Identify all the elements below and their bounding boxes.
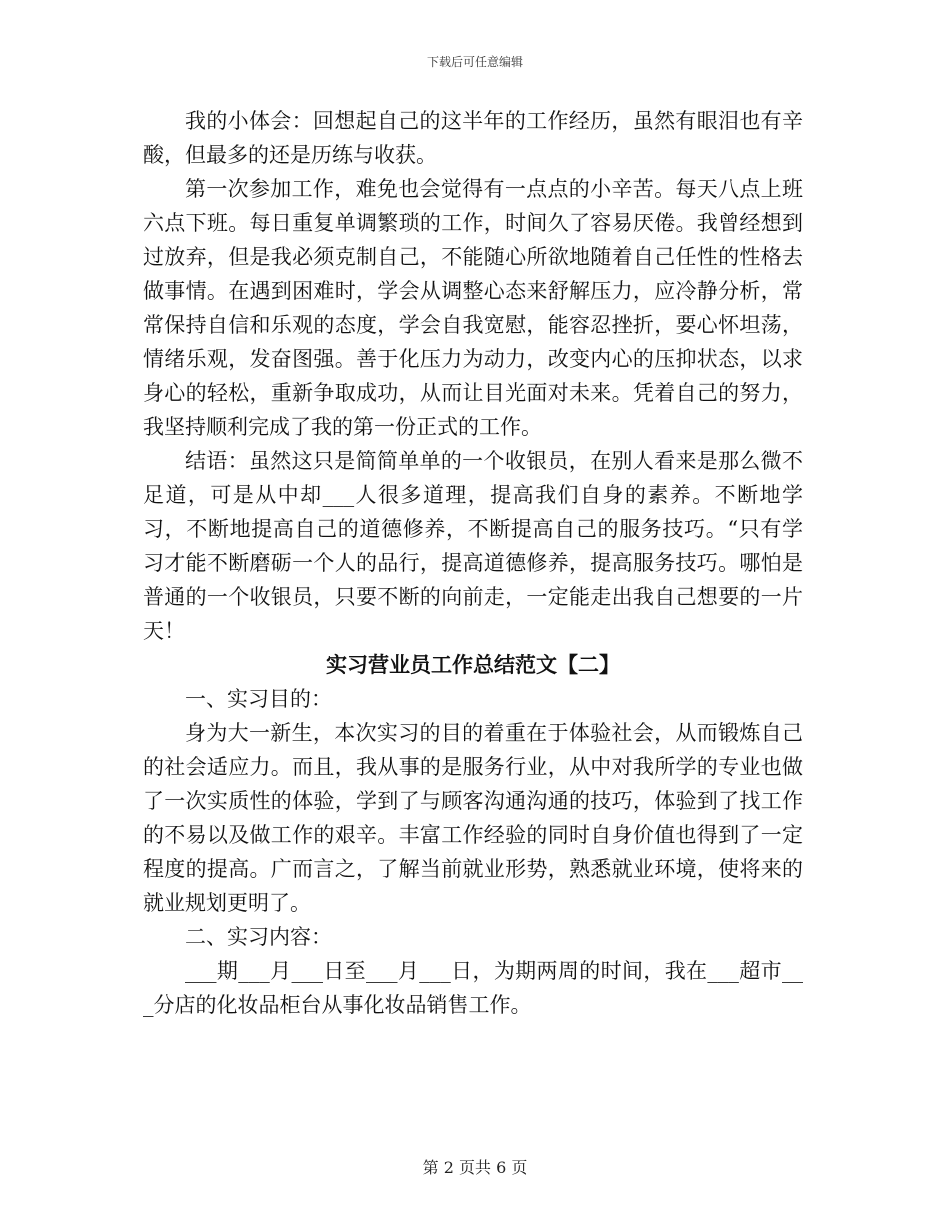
paragraph-first-job: 第一次参加工作，难免也会觉得有一点点的小辛苦。每天八点上班六点下班。每日重复单调繁琐的工作，时间久了容易厌倦。我曾经想到过放弃，但是我必须克制自己，不能随心所欲地随着自己任性的性格去做事情。在遇到困难时，学会从调整心态来舒解压力，应冷静分析，常常保持自信和乐观的态度，学会自我宽慰，能容忍挫折，要心怀坦荡，情绪乐观，发奋图强。善于化压力为动力，改变内心的压抑状态，以求身心的轻松，重新争取成功，从而让目光面对未来。凭着自己的努力，我坚持顺利完成了我的第一份正式的工作。: [143, 177, 803, 439]
page-number: 第 2 页共 6 页: [422, 1158, 528, 1177]
document-body: [143, 104, 803, 1022]
paragraph-purpose: 身为大一新生，本次实习的目的着重在于体验社会，从而锻炼自己的社会适应力。而且，我从事的是服务行业，从中对我所学的专业也做了一次实质性的体验，学到了与顾客沟通沟通的技巧，体验到了找工作的不易以及做工作的艰辛。丰富工作经验的同时自身价值也得到了一定程度的提高。广而言之，了解当前就业形势，熟悉就业环境，使将来的就业规划更明了。: [143, 721, 803, 915]
heading-internship-content: 二、实习内容：: [185, 925, 332, 949]
page-header: 下载后可任意编辑: [426, 55, 523, 69]
section-title: 实习营业员工作总结范文【二】: [326, 652, 620, 677]
paragraph-conclusion: 结语：虽然这只是简简单单的一个收银员，在别人看来是那么微不足道，可是从中却___人很多道理，提高我们自身的素养。不断地学习，不断地提高自己的道德修养，不断提高自己的服务技巧。“只有学习才能不断磨砺一个人的品行，提高道德修养，提高服务技巧。哪怕是普通的一个收银员，只要不断的向前走，一定能走出我自己想要的一片天！: [143, 449, 803, 643]
paragraph-content: ___期___月___日至___月___日，为期两周的时间，我在___超市___分店的化妆品柜台从事化妆品销售工作。: [143, 959, 803, 1017]
heading-internship-purpose: 一、实习目的：: [185, 687, 332, 711]
paragraph-experience: 我的小体会：回想起自己的这半年的工作经历，虽然有眼泪也有辛酸，但最多的还是历练与收获。: [143, 109, 803, 167]
